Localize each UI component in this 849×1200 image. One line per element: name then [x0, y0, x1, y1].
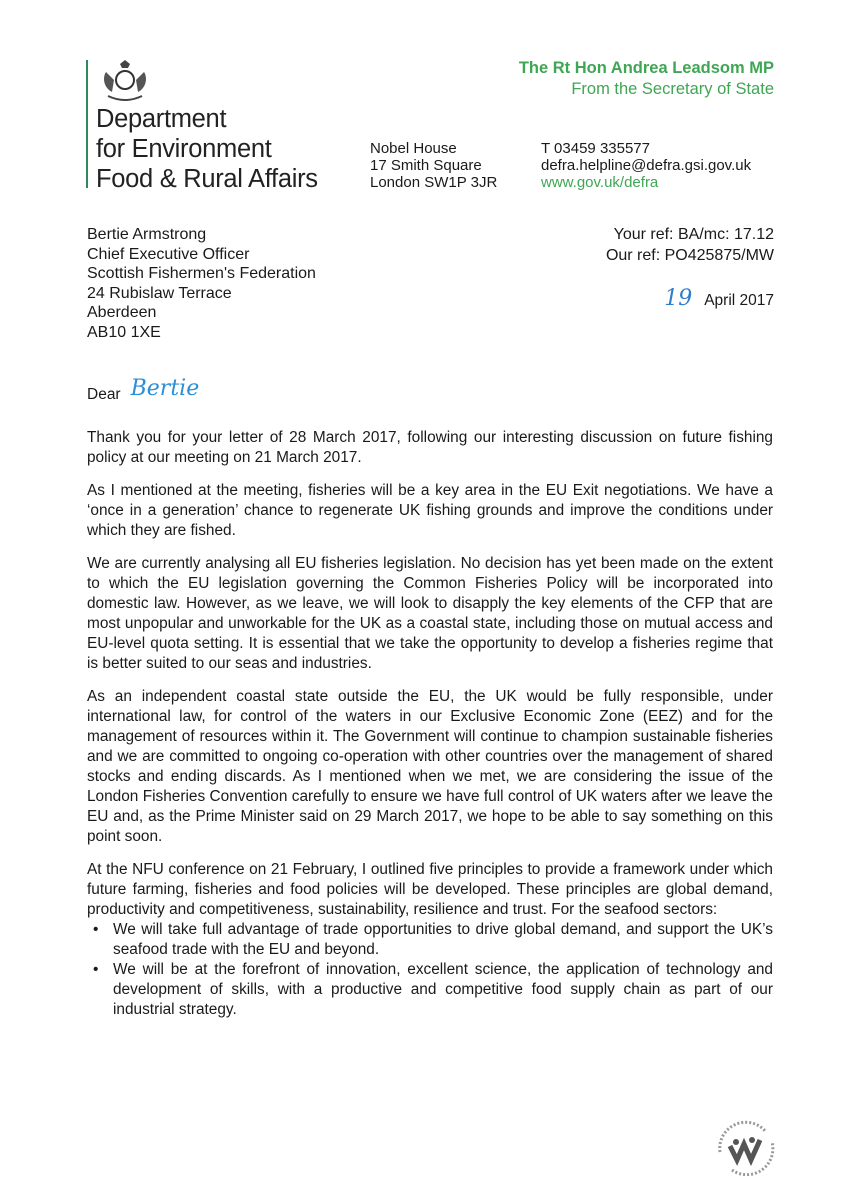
references [606, 225, 774, 266]
handwritten-day: 19 [664, 286, 693, 311]
letter-body [87, 428, 773, 1020]
our-ref: Our ref: PO425875/MW [605, 246, 774, 264]
department-line: Food & Rural Affairs [96, 165, 318, 193]
phone-number: T 03459 335577 [541, 140, 650, 157]
address-line: Nobel House [370, 140, 457, 157]
recipient-address [87, 225, 316, 342]
list-item: • We will be at the forefront of innovation, excellent science, the application of technology and development of skills, with a productive and competitive food supply chain as part of our industrial strategy. [107, 960, 773, 1020]
recipient-line: AB10 1XE [87, 323, 161, 341]
body-paragraph: At the NFU conference on 21 February, I outlined five principles to provide a framework under which future farming, fisheries and food policies will be developed. These principles are global demand, productivity and competitiveness, sustainability, resilience and trust. For the seafood sectors: [87, 861, 773, 918]
department-line: Department [96, 105, 227, 133]
letterhead-rule [86, 60, 88, 188]
body-paragraph: We are currently analysing all EU fisheries legislation. No decision has yet been made on the extent to which the EU legislation governing the Common Fisheries Policy will be incorporated into domestic law. However, as we leave, we will look to disapply the key elements of the CFP that are most unpopular and unworkable for the UK as a coastal state, including those on mutual access and EU-level quota setting. It is essential that we take the opportunity to develop a fisheries regime that is better suited to our seas and industries. [87, 555, 773, 672]
contact-details [541, 140, 751, 191]
website-link[interactable]: www.gov.uk/defra [541, 174, 659, 191]
body-paragraph: Thank you for your letter of 28 March 2017, following our interesting discussion on future fishing policy at our meeting on 21 March 2017. [87, 429, 773, 466]
letter-date [664, 286, 774, 311]
recipient-line: Aberdeen [87, 304, 157, 321]
salutation [87, 376, 200, 405]
department-name [96, 104, 318, 194]
minister-block [519, 58, 774, 100]
email-address[interactable]: defra.helpline@defra.gsi.gov.uk [541, 157, 752, 174]
month-year: April 2017 [704, 292, 774, 309]
recipient-line: Scottish Fishermen's Federation [87, 265, 316, 282]
department-line: for Environment [96, 135, 272, 163]
body-paragraph: As I mentioned at the meeting, fisheries will be a key area in the EU Exit negotiations. We have a ‘once in a generation’ chance to regenerate UK fishing grounds and improve the conditions under which they are fished. [87, 482, 773, 539]
royal-coat-of-arms-icon [100, 58, 150, 102]
body-paragraph: As an independent coastal state outside the EU, the UK would be fully responsible, under international law, for control of the waters in our Exclusive Economic Zone (EEZ) and for the management of resources within it. The Government will continue to champion sustainable fisheries and we are committed to ongoing co-operation with other countries over the management of shared stocks and ending discards. As I mentioned when we met, we are considering the issue of the London Fisheries Convention carefully to ensure we have full control of UK waters after we leave the EU and, as the Prime Minister said on 29 March 2017, we hope to be able to say something on this point soon. [87, 688, 773, 845]
your-ref: Your ref: BA/mc: 17.12 [613, 226, 774, 243]
address-line: London SW1P 3JR [370, 174, 498, 191]
recipient-line: Chief Executive Officer [87, 245, 250, 263]
salutation-dear: Dear [87, 386, 121, 403]
disability-confident-logo-icon [710, 1118, 780, 1176]
list-item: • We will take full advantage of trade opportunities to drive global demand, and support the UK’s seafood trade with the EU and beyond. [107, 920, 773, 960]
recipient-line: Bertie Armstrong [87, 226, 207, 243]
office-address [370, 140, 497, 191]
minister-name: The Rt Hon Andrea Leadsom MP [518, 59, 774, 77]
recipient-line: 24 Rubislaw Terrace [87, 284, 232, 302]
principles-list [87, 920, 773, 1020]
handwritten-name: Bertie [130, 376, 200, 401]
minister-role: From the Secretary of State [571, 80, 774, 98]
address-line: 17 Smith Square [370, 157, 482, 174]
